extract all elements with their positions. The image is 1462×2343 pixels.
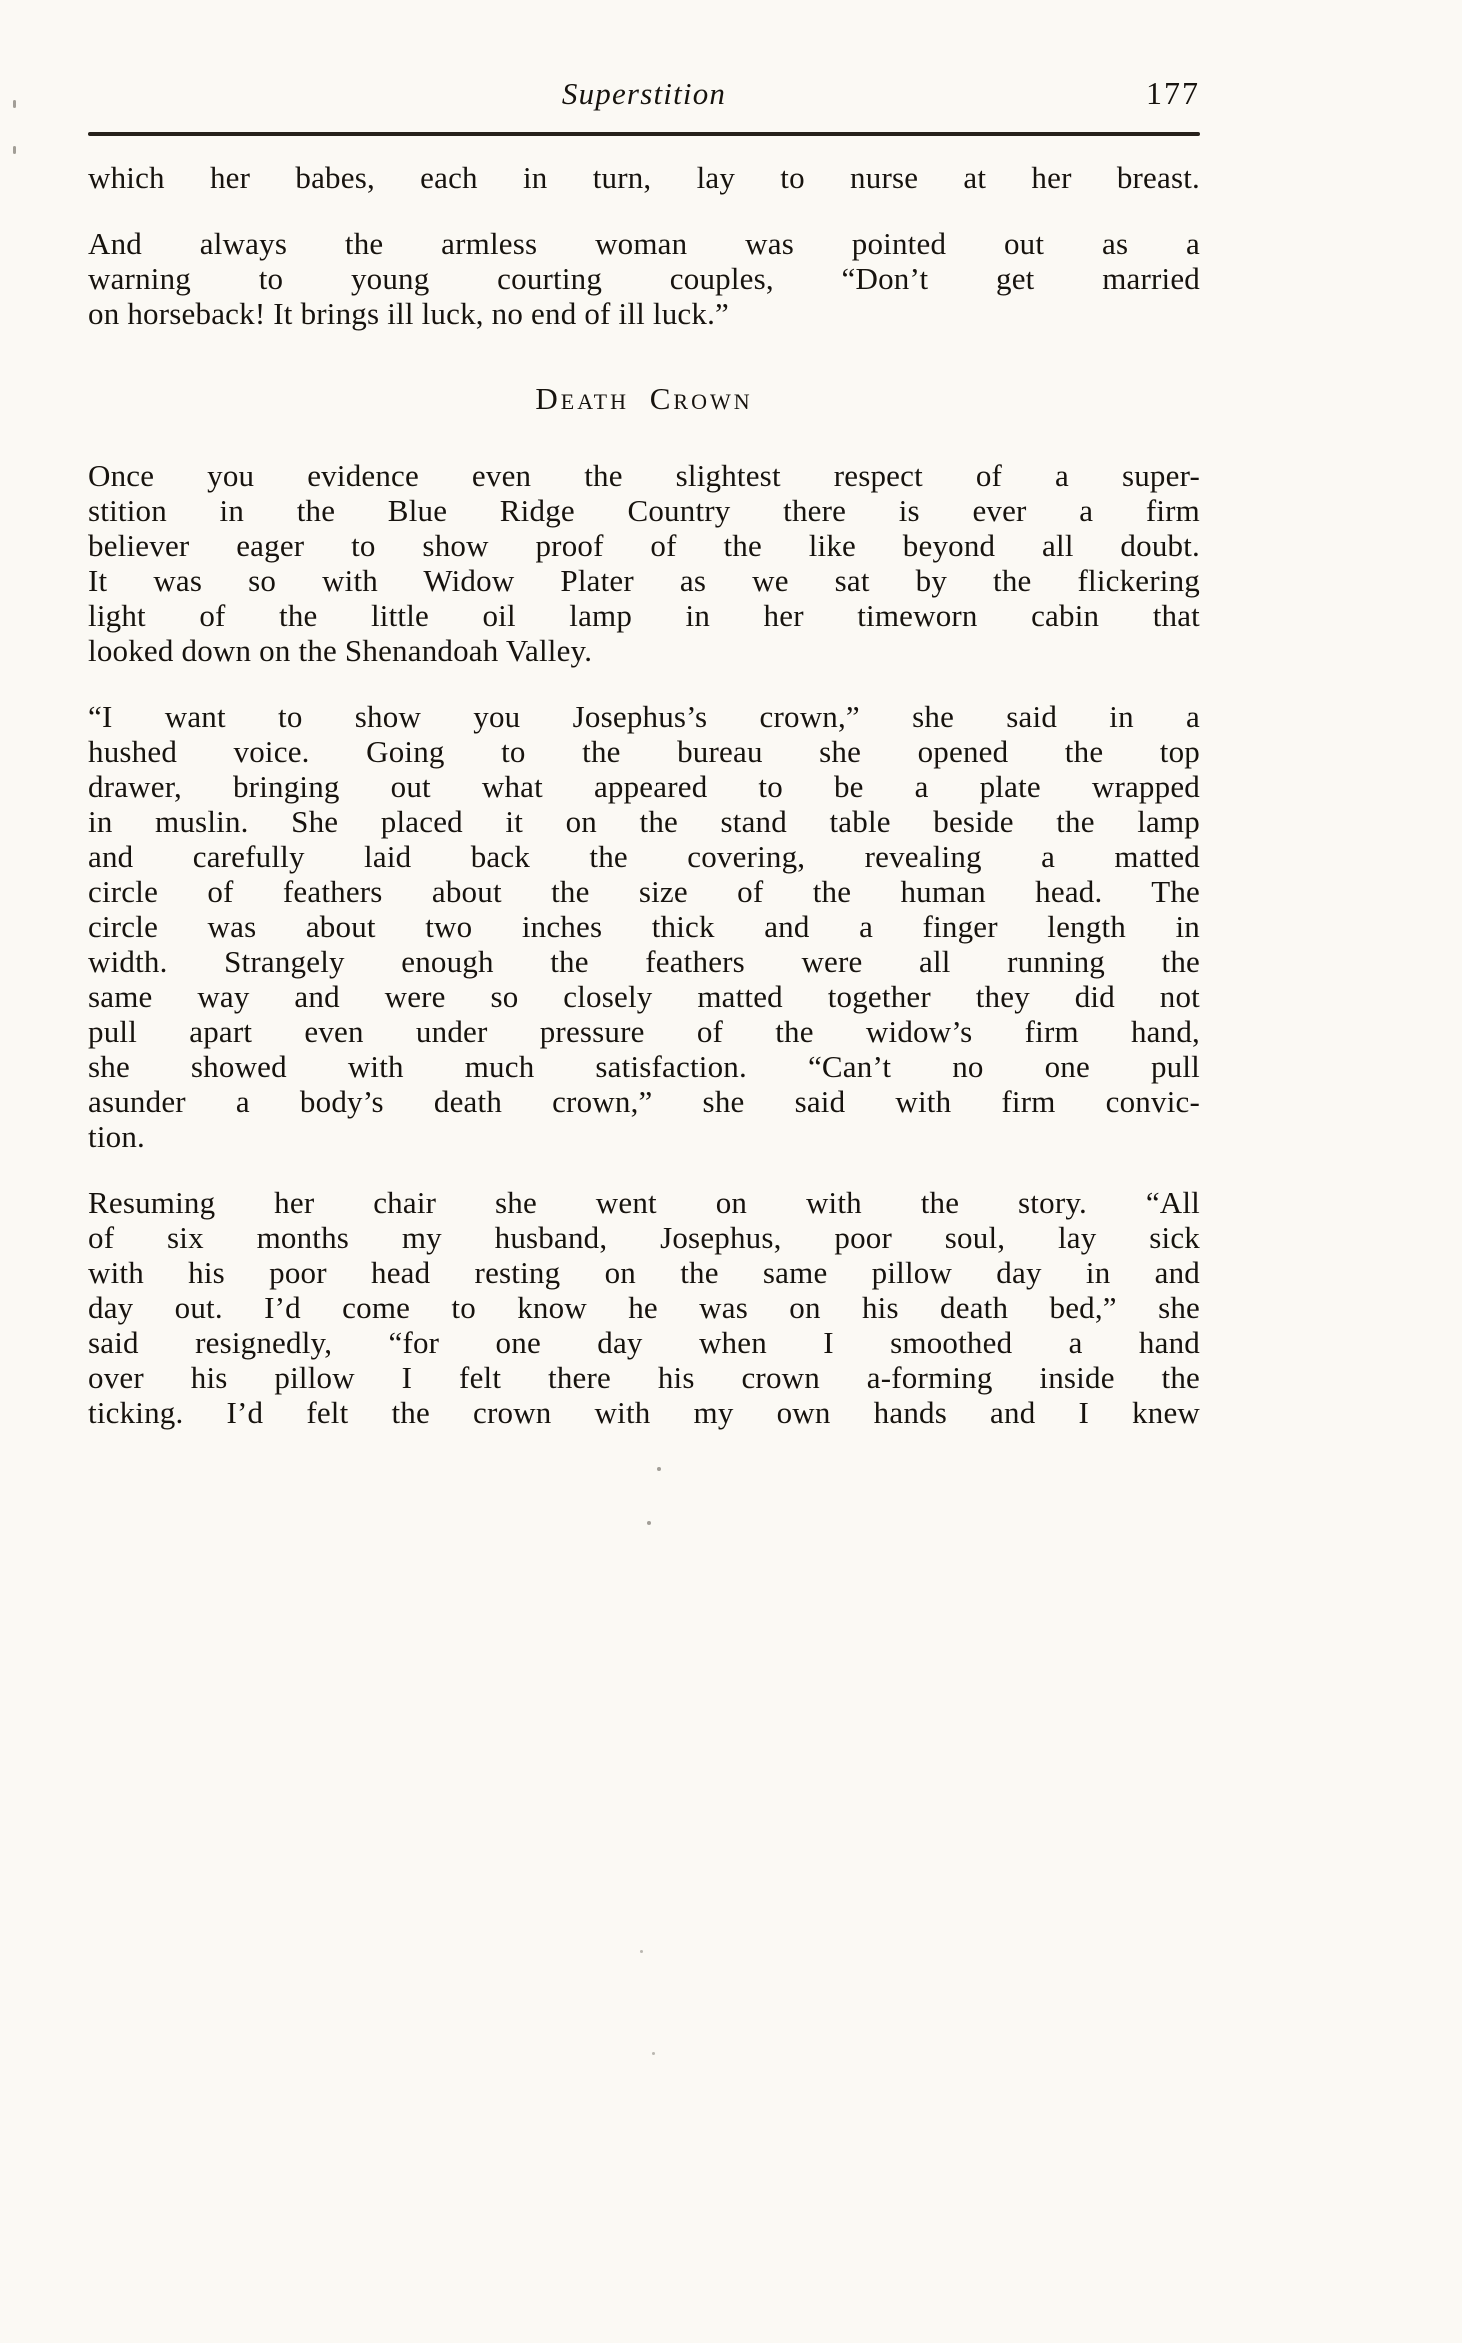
scan-speck <box>13 146 16 154</box>
text-line: stition in the Blue Ridge Country there is ever a firm <box>88 493 1200 528</box>
scan-speck <box>647 1521 651 1525</box>
scan-speck <box>657 1467 661 1471</box>
text-line: circle of feathers about the size of the human head. The <box>88 874 1200 909</box>
text-line: same way and were so closely matted together they did not <box>88 979 1200 1014</box>
running-title: Superstition <box>561 76 727 111</box>
text-line: believer eager to show proof of the like beyond all doubt. <box>88 528 1200 563</box>
scan-speck <box>640 1950 643 1953</box>
text-line: day out. I’d come to know he was on his death bed,” she <box>88 1290 1200 1325</box>
text-line: she showed with much satisfaction. “Can’t no one pull <box>88 1049 1200 1084</box>
body-text <box>88 160 1200 1430</box>
text-line: “I want to show you Josephus’s crown,” she said in a <box>88 699 1200 734</box>
text-line: hushed voice. Going to the bureau she opened the top <box>88 734 1200 769</box>
text-line: which her babes, each in turn, lay to nurse at her breast. <box>88 160 1200 195</box>
text-line: tion. <box>88 1119 145 1154</box>
section-heading: Death Crown <box>535 381 753 416</box>
page-number: 177 <box>1146 75 1200 111</box>
text-block <box>88 76 1200 1461</box>
text-line: and carefully laid back the covering, revealing a matted <box>88 839 1200 874</box>
text-line: drawer, bringing out what appeared to be a plate wrapped <box>88 769 1200 804</box>
text-line: It was so with Widow Plater as we sat by the flickering <box>88 563 1200 598</box>
scan-speck <box>652 2052 655 2055</box>
text-line: Resuming her chair she went on with the story. “All <box>88 1185 1200 1220</box>
text-line: pull apart even under pressure of the widow’s firm hand, <box>88 1014 1200 1049</box>
text-line: width. Strangely enough the feathers were all running the <box>88 944 1200 979</box>
text-line: looked down on the Shenandoah Valley. <box>88 633 593 668</box>
text-line: warning to young courting couples, “Don’t get married <box>88 261 1200 296</box>
text-line: with his poor head resting on the same pillow day in and <box>88 1255 1200 1290</box>
text-line: in muslin. She placed it on the stand table beside the lamp <box>88 804 1200 839</box>
text-line: Once you evidence even the slightest respect of a super- <box>88 458 1200 493</box>
scan-speck <box>13 100 16 108</box>
text-line: circle was about two inches thick and a finger length in <box>88 909 1200 944</box>
text-line: said resignedly, “for one day when I smoothed a hand <box>88 1325 1200 1360</box>
text-line: on horseback! It brings ill luck, no end of ill luck.” <box>88 296 729 331</box>
text-line: asunder a body’s death crown,” she said with firm convic- <box>88 1084 1200 1119</box>
text-line: ticking. I’d felt the crown with my own hands and I knew <box>88 1395 1200 1430</box>
text-line: over his pillow I felt there his crown a-forming inside the <box>88 1360 1200 1395</box>
text-line: of six months my husband, Josephus, poor soul, lay sick <box>88 1220 1200 1255</box>
text-line: And always the armless woman was pointed out as a <box>88 226 1200 261</box>
text-line: light of the little oil lamp in her timeworn cabin that <box>88 598 1200 633</box>
header-rule <box>88 132 1200 136</box>
page-header <box>88 76 1200 120</box>
